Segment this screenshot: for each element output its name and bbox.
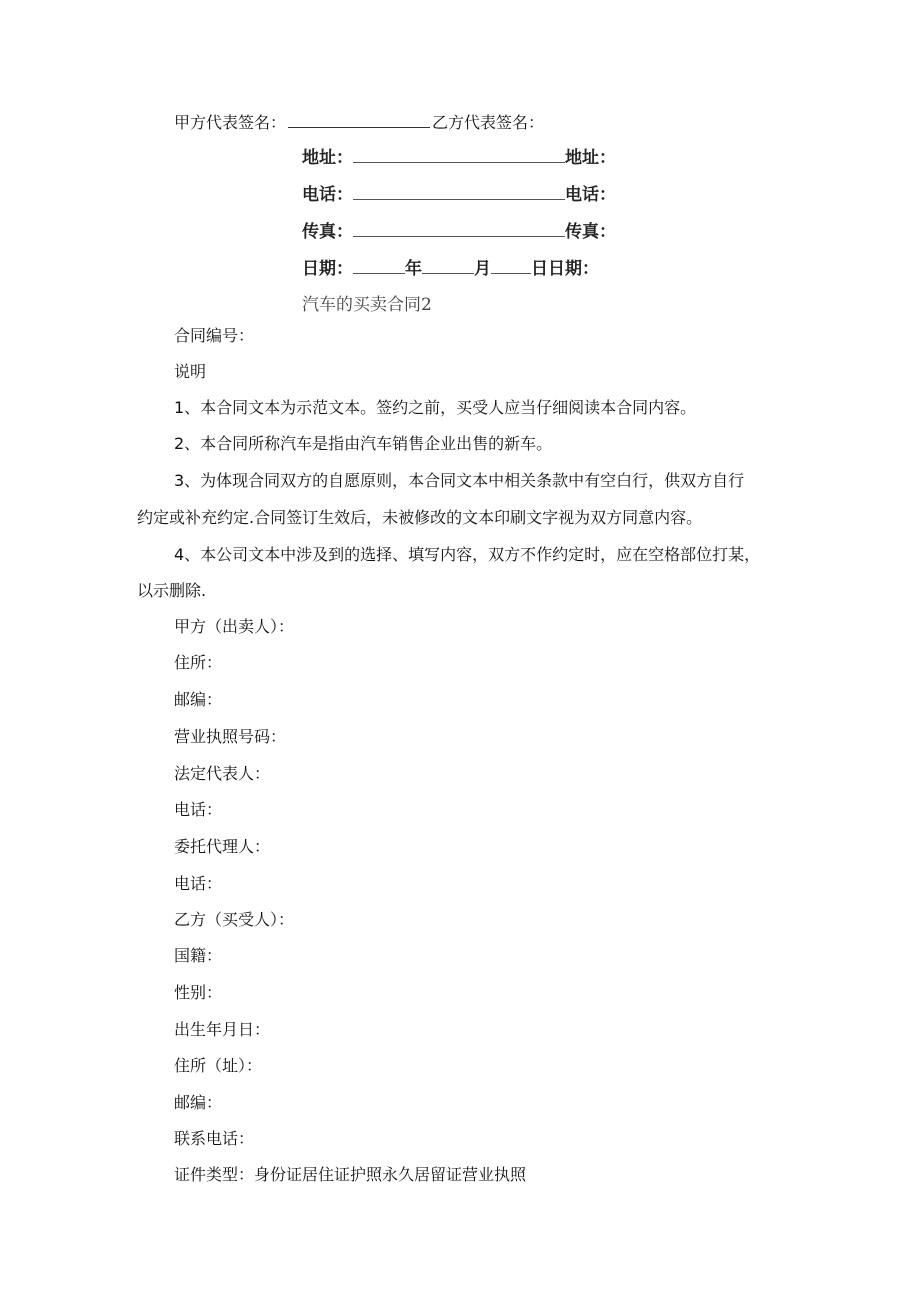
year-blank xyxy=(353,258,405,274)
contract-number: 合同编号： xyxy=(174,326,255,345)
month-label: 月 xyxy=(474,259,491,279)
field-party-b: 乙方（买受人）： xyxy=(174,910,295,929)
signature-line xyxy=(174,112,544,133)
field-postcode-b: 邮编： xyxy=(174,1093,223,1112)
address-label-b: 地址： xyxy=(565,148,616,168)
field-nationality: 国籍： xyxy=(174,946,223,965)
explain-item-3-line-2: 约定或补充约定.合同签订生效后，未被修改的文本印刷文字视为双方同意内容。 xyxy=(137,508,703,527)
field-license-number: 营业执照号码： xyxy=(174,727,287,746)
explain-item-3-line-1: 3、为体现合同双方的自愿原则，本合同文本中相关条款中有空白行，供双方自行 xyxy=(174,471,745,490)
date-row xyxy=(302,258,599,279)
explain-item-2: 2、本合同所称汽车是指由汽车销售企业出售的新车。 xyxy=(174,434,553,453)
day-label: 日 xyxy=(531,259,548,279)
explain-item-4-line-2: 以示删除. xyxy=(137,581,207,600)
date-label-b: 日期： xyxy=(548,259,599,279)
field-agent: 委托代理人： xyxy=(174,837,271,856)
field-postcode: 邮编： xyxy=(174,690,223,709)
party-b-sign-label: 乙方代表签名： xyxy=(432,113,545,132)
field-phone: 电话： xyxy=(174,800,223,819)
day-blank xyxy=(491,258,531,274)
field-birthdate: 出生年月日： xyxy=(174,1020,271,1039)
field-id-type: 证件类型：身份证居住证护照永久居留证营业执照 xyxy=(174,1165,527,1184)
explain-heading: 说明 xyxy=(174,362,207,381)
address-blank xyxy=(353,147,565,163)
party-a-sign-label: 甲方代表签名： xyxy=(174,113,287,132)
month-blank xyxy=(422,258,474,274)
field-residence: 住所： xyxy=(174,653,223,672)
fax-row xyxy=(302,221,616,242)
fax-blank xyxy=(353,221,565,237)
field-gender: 性别： xyxy=(174,983,223,1002)
field-agent-phone: 电话： xyxy=(174,874,223,893)
address-label-a: 地址： xyxy=(302,148,353,168)
fax-label-b: 传真： xyxy=(565,222,616,242)
phone-label-a: 电话： xyxy=(302,185,353,205)
address-row xyxy=(302,147,616,168)
field-party-a: 甲方（出卖人）： xyxy=(174,617,295,636)
year-label: 年 xyxy=(405,259,422,279)
explain-item-1: 1、本合同文本为示范文本。签约之前，买受人应当仔细阅读本合同内容。 xyxy=(174,398,697,417)
field-contact-phone: 联系电话： xyxy=(174,1129,255,1148)
phone-row xyxy=(302,184,616,205)
field-address: 住所（址）： xyxy=(174,1056,263,1075)
party-a-sign-blank xyxy=(288,112,430,128)
phone-blank xyxy=(353,184,565,200)
field-legal-rep: 法定代表人： xyxy=(174,764,271,783)
explain-item-4-line-1: 4、本公司文本中涉及到的选择、填写内容，双方不作约定时，应在空格部位打某， xyxy=(174,545,761,564)
fax-label-a: 传真： xyxy=(302,222,353,242)
phone-label-b: 电话： xyxy=(565,185,616,205)
contract-title: 汽车的买卖合同2 xyxy=(302,295,432,315)
date-label-a: 日期： xyxy=(302,259,353,279)
